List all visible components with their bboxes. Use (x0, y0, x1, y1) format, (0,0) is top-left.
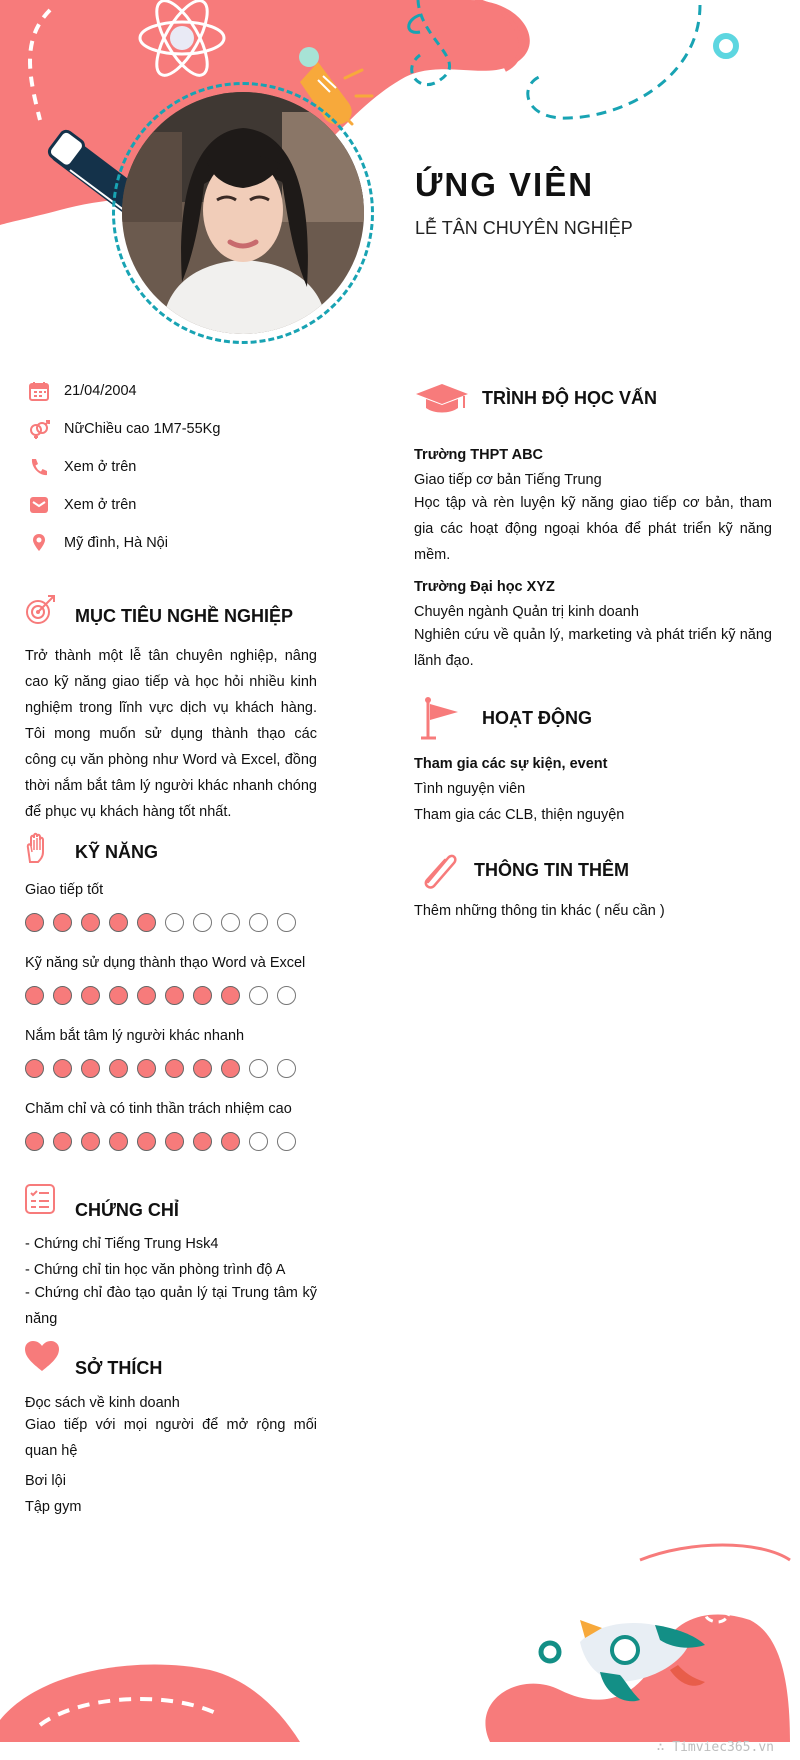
education-subject: Giao tiếp cơ bản Tiếng Trung (414, 472, 602, 488)
rating-dot-empty (249, 913, 268, 932)
education-desc: Nghiên cứu về quản lý, marketing và phát triển kỹ năng lãnh đạo. (414, 627, 772, 669)
certificate-item: - Chứng chỉ tin học văn phòng trình độ A (25, 1262, 286, 1278)
skill-name: Nắm bắt tâm lý người khác nhanh (25, 1028, 245, 1044)
rating-dot-filled (137, 986, 156, 1005)
birthday-value: 21/04/2004 (64, 383, 137, 399)
email-row (28, 493, 136, 517)
avatar (122, 92, 364, 334)
rating-dot-filled (81, 1132, 100, 1151)
hobby-item: Tập gym (25, 1499, 82, 1515)
education-desc: Học tập và rèn luyện kỹ năng giao tiếp cơ bản, tham gia các hoạt động ngoại khóa để phát triển kỹ năng mềm. (414, 495, 772, 563)
watermark: ∴ Timviec365.vn (656, 1740, 774, 1755)
rating-dot-filled (25, 1132, 44, 1151)
phone-icon (28, 456, 50, 478)
skill-rating (25, 913, 296, 932)
gender-row (28, 417, 220, 441)
skill-name: Chăm chỉ và có tinh thần trách nhiệm cao (25, 1101, 292, 1117)
rating-dot-empty (277, 1132, 296, 1151)
calendar-icon (28, 380, 50, 402)
rating-dot-filled (165, 986, 184, 1005)
education-school: Trường Đại học XYZ (414, 579, 555, 595)
job-title: LỄ TÂN CHUYÊN NGHIỆP (415, 218, 633, 238)
rating-dot-filled (193, 1132, 212, 1151)
rating-dot-filled (25, 986, 44, 1005)
activity-heading: Tham gia các sự kiện, event (414, 756, 608, 772)
rating-dot-empty (249, 1059, 268, 1078)
skill-rating (25, 986, 296, 1005)
rating-dot-filled (81, 1059, 100, 1078)
rating-dot-filled (221, 986, 240, 1005)
location-pin-icon (28, 532, 50, 554)
education-school: Trường THPT ABC (414, 447, 544, 463)
rating-dot-filled (137, 1132, 156, 1151)
hobby-item: Bơi lội (25, 1473, 66, 1489)
rating-dot-filled (53, 986, 72, 1005)
rating-dot-empty (249, 1132, 268, 1151)
birthday-row (28, 379, 137, 403)
gender-height-value: NữChiều cao 1M7-55Kg (64, 421, 221, 437)
rating-dot-filled (109, 1132, 128, 1151)
activity-item: Tình nguyện viên (414, 781, 526, 797)
rating-dot-filled (81, 913, 100, 932)
rating-dot-empty (277, 913, 296, 932)
skill-rating (25, 1132, 296, 1151)
objective-text: Trở thành một lễ tân chuyên nghiệp, nâng cao kỹ năng giao tiếp và học hỏi nhiều kinh nghiệm trong lĩnh vực dịch vụ khách hàng. Tôi mong muốn sử dụng thành thạo các công cụ văn phòng như Word và Excel, đồng thời nắm bắt tâm lý người khác nhanh chóng để phục vụ khách hàng tốt nhất. (25, 648, 317, 820)
certificate-item: - Chứng chỉ đào tạo quản lý tại Trung tâm kỹ năng (25, 1285, 317, 1327)
rating-dot-filled (53, 913, 72, 932)
rating-dot-empty (193, 913, 212, 932)
rating-dot-empty (277, 1059, 296, 1078)
rating-dot-filled (221, 1059, 240, 1078)
mail-icon (28, 494, 50, 516)
rating-dot-filled (53, 1059, 72, 1078)
rating-dot-filled (221, 1132, 240, 1151)
rating-dot-empty (165, 913, 184, 932)
rating-dot-empty (277, 986, 296, 1005)
rating-dot-filled (53, 1132, 72, 1151)
rating-dot-filled (193, 986, 212, 1005)
rating-dot-empty (221, 913, 240, 932)
skill-name: Giao tiếp tốt (25, 882, 104, 898)
rating-dot-filled (109, 1059, 128, 1078)
extra-text: Thêm những thông tin khác ( nếu cần ) (414, 903, 665, 919)
rating-dot-filled (25, 913, 44, 932)
education-title: TRÌNH ĐỘ HỌC VẤN (482, 388, 657, 408)
certificates-title: CHỨNG CHỈ (75, 1200, 179, 1220)
objective-title: MỤC TIÊU NGHỀ NGHIỆP (75, 606, 294, 626)
rating-dot-filled (109, 913, 128, 932)
graduation-cap-icon (414, 382, 470, 416)
rating-dot-empty (249, 986, 268, 1005)
hobby-item: Đọc sách về kinh doanh (25, 1395, 180, 1411)
education-subject: Chuyên ngành Quản trị kinh doanh (414, 604, 639, 620)
hobbies-title: SỞ THÍCH (75, 1358, 163, 1378)
skills-title: KỸ NĂNG (75, 842, 159, 862)
flag-icon (420, 696, 462, 742)
rating-dot-filled (165, 1059, 184, 1078)
certificate-item: - Chứng chỉ Tiếng Trung Hsk4 (25, 1236, 219, 1252)
extra-title: THÔNG TIN THÊM (474, 860, 629, 880)
activity-item: Tham gia các CLB, thiện nguyện (414, 807, 625, 823)
email-value: Xem ở trên (64, 497, 137, 513)
paperclip-icon (418, 848, 460, 890)
bottom-decoration (0, 1520, 800, 1760)
candidate-name: ỨNG VIÊN (415, 166, 595, 203)
rating-dot-filled (193, 1059, 212, 1078)
skill-name: Kỹ năng sử dụng thành thạo Word và Excel (25, 955, 306, 971)
target-icon (24, 592, 58, 626)
rating-dot-filled (25, 1059, 44, 1078)
checklist-icon (24, 1183, 56, 1215)
phone-value: Xem ở trên (64, 459, 137, 475)
raised-hand-icon (24, 832, 50, 864)
gender-icon (28, 418, 50, 440)
activities-title: HOẠT ĐỘNG (482, 708, 592, 728)
rating-dot-filled (81, 986, 100, 1005)
hobby-item: Giao tiếp với mọi người để mở rộng mối quan hệ (25, 1417, 317, 1459)
rating-dot-filled (137, 1059, 156, 1078)
address-value: Mỹ đình, Hà Nội (64, 535, 168, 551)
address-row (28, 531, 168, 555)
rating-dot-filled (137, 913, 156, 932)
rating-dot-filled (109, 986, 128, 1005)
phone-row (28, 455, 136, 479)
heart-icon (24, 1340, 60, 1372)
rating-dot-filled (165, 1132, 184, 1151)
skill-rating (25, 1059, 296, 1078)
